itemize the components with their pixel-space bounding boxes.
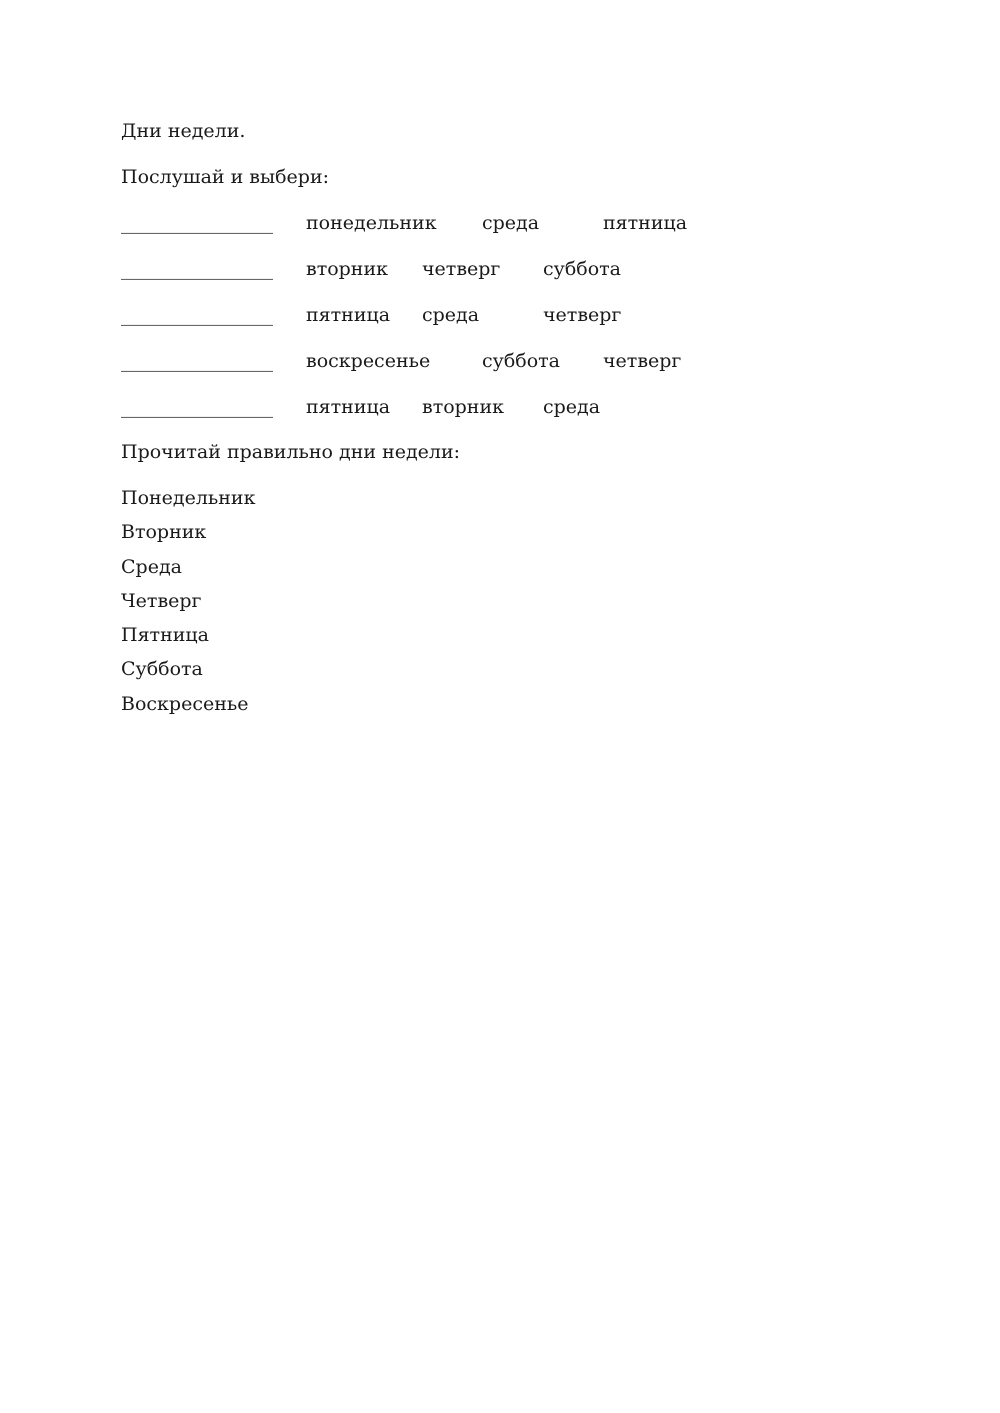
answer-blank[interactable]: ________________	[121, 350, 273, 372]
exercise-row	[121, 303, 821, 327]
choice-option[interactable]: среда	[482, 212, 540, 234]
day-name: Воскресенье	[121, 693, 249, 715]
answer-blank[interactable]: ________________	[121, 396, 273, 418]
choice-option[interactable]: суббота	[482, 350, 560, 372]
choice-option[interactable]: пятница	[306, 304, 391, 326]
exercise-row	[121, 395, 821, 419]
choice-option[interactable]: среда	[543, 396, 601, 418]
choice-option[interactable]: четверг	[603, 350, 682, 372]
exercise-row	[121, 211, 821, 235]
answer-blank[interactable]: ________________	[121, 212, 273, 234]
answer-blank[interactable]: ________________	[121, 258, 273, 280]
choice-option[interactable]: суббота	[543, 258, 621, 280]
choice-option[interactable]: четверг	[422, 258, 501, 280]
day-name: Четверг	[121, 590, 202, 612]
choice-option[interactable]: четверг	[543, 304, 622, 326]
day-name: Понедельник	[121, 487, 256, 509]
day-name: Среда	[121, 556, 182, 578]
answer-blank[interactable]: ________________	[121, 304, 273, 326]
day-name: Вторник	[121, 521, 207, 543]
day-name: Пятница	[121, 624, 209, 646]
read-instruction: Прочитай правильно дни недели:	[121, 441, 461, 463]
exercise-row	[121, 257, 821, 281]
choice-option[interactable]: среда	[422, 304, 480, 326]
day-name: Суббота	[121, 658, 203, 680]
choice-option[interactable]: понедельник	[306, 212, 437, 234]
choice-option[interactable]: вторник	[422, 396, 505, 418]
choice-option[interactable]: воскресенье	[306, 350, 431, 372]
choice-option[interactable]: вторник	[306, 258, 389, 280]
choice-option[interactable]: пятница	[603, 212, 688, 234]
listen-instruction: Послушай и выбери:	[121, 166, 330, 188]
choice-option[interactable]: пятница	[306, 396, 391, 418]
worksheet-title: Дни недели.	[121, 120, 246, 142]
exercise-row	[121, 349, 821, 373]
